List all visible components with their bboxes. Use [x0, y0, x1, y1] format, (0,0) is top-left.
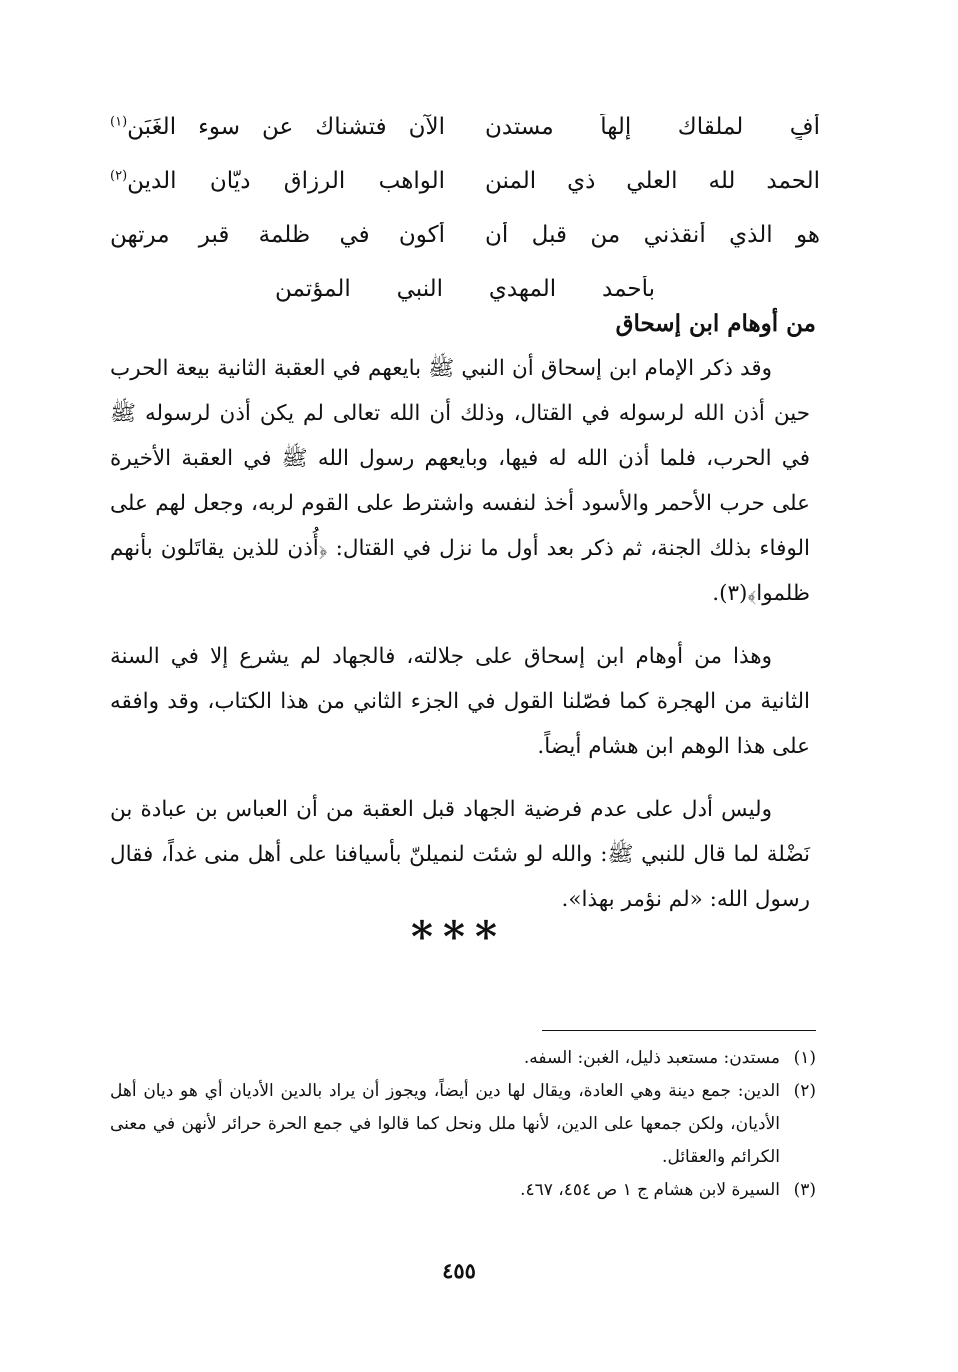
section-separator: *** [411, 912, 507, 961]
verse-right-hemistich [485, 222, 820, 248]
poem-closing-line [110, 262, 820, 316]
footnote-1 [110, 1042, 816, 1075]
verse-left-hemistich [110, 222, 445, 248]
footnotes [110, 1042, 816, 1207]
footnote-3 [110, 1174, 816, 1207]
paragraph-3: وليس أدل على عدم فرضية الجهاد قبل العقبة من أن العباس بن عبادة بن نَضْلة لما قال للنبي ﷺ: والله لو شئت لنميلنّ بأسيافنا على أهل منى غداً، فقال رسول الله: «لم نؤمر بهذا». [110, 797, 810, 912]
footnote-text: مستدن: مستعبد ذليل، الغبن: السفه. [523, 1048, 780, 1068]
footnote-2 [110, 1075, 816, 1174]
verse-left-hemistich [110, 114, 445, 140]
page-number: ٤٥٥ [442, 1258, 476, 1283]
verse-text: هو الذي أنقذني من قبل أن [485, 222, 820, 248]
footnote-number: (٢) [793, 1081, 816, 1101]
verse-right-hemistich [485, 114, 820, 140]
footnote-marker[interactable]: (١) [110, 114, 128, 130]
paragraph-1: وقد ذكر الإمام ابن إسحاق أن النبي ﷺ بايعهم في العقبة الثانية بيعة الحرب حين أذن الله لرسوله في القتال، وذلك أن الله تعالى لم يكن أذن لرسوله ﷺ في الحرب، فلما أذن الله له فيها، وبايعهم رسول الله ﷺ في العقبة الأخيرة على حرب الأحمر والأسود أخذ لنفسه واشترط على القوم لربه، وجعل لهم على الوفاء بذلك الجنة، ثم ذكر بعد أول ما نزل في القتال: ﴿أُذن للذين يقاتَلون بأنهم ظلموا﴾(٣). [110, 356, 810, 606]
verse-right-hemistich [485, 168, 820, 194]
footnote-number: (٣) [793, 1180, 816, 1200]
verse-text: أكون في ظلمة قبر مرتهن [110, 222, 445, 248]
footnote-divider [542, 1030, 816, 1031]
poem-block [110, 100, 820, 316]
paragraph-2: وهذا من أوهام ابن إسحاق على جلالته، فالجهاد لم يشرع إلا في السنة الثانية من الهجرة كما فصّلنا القول في الجزء الثاني من هذا الكتاب، وقد وافقه على هذا الوهم ابن هشام أيضاً. [110, 644, 810, 759]
footnote-marker[interactable]: (٢) [110, 168, 128, 184]
verse-left-hemistich [110, 168, 445, 194]
poem-verse-1 [110, 100, 820, 154]
footnote-text: الدين: جمع دينة وهي العادة، ويقال لها دين أيضاً، ويجوز أن يراد بالدين الأديان أي هو ديان أهل الأديان، ولكن جمعها على الدين، لأنها ملل ونحل كما قالوا في جمع الحرة حرائر لأنهن في معنى الكرائم والعقائل. [110, 1081, 780, 1167]
verse-text: الآن فتشناك عن سوء الغَبَن [127, 114, 445, 140]
poem-verse-3 [110, 208, 820, 262]
verse-text: أفٍ لملقاك إلهاً مستدن [485, 114, 820, 140]
footnote-number: (١) [793, 1048, 816, 1068]
section-heading: من أوهام ابن إسحاق [615, 310, 816, 337]
verse-text: الواهب الرزاق ديّان الدين [127, 168, 445, 194]
poem-verse-2 [110, 154, 820, 208]
footnote-text: السيرة لابن هشام ج ١ ص ٤٥٤، ٤٦٧. [520, 1180, 780, 1200]
closing-hemistich: بأحمد المهدي النبي المؤتمن [275, 276, 655, 302]
body-text [110, 346, 810, 940]
verse-text: الحمد لله العلي ذي المنن [485, 168, 820, 194]
